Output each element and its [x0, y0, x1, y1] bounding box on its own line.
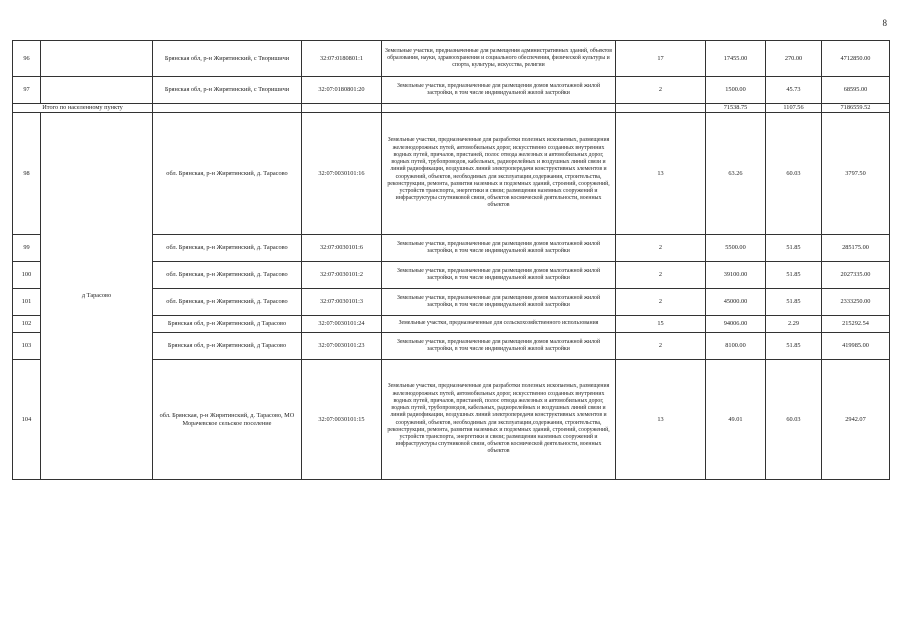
cadastral-number-cell: 32:07:0180801:20	[302, 77, 382, 104]
cadastral-number-cell: 32:07:0030101:23	[302, 333, 382, 360]
cadastral-value-cell: 4712850.00	[822, 41, 890, 77]
area-cell: 49.01	[706, 360, 766, 480]
land-use-cell: Земельные участки, предназначенные для разработки полезных ископаемых, размещения железнодорожных путей, автомобильных дорог, искусственно созданных внутренних водных путей, причалов, пристаней, полос отвода железных и автомобильных дорог, водных путей, трубопроводов, кабельных, радиорелейных и воздушных линий связи и линий радиофикации, воздушных линий электропередачи конструктивных элементов и сооружений, объектов, необходимых для эксплуатации,содержания, строительства, реконструкции, ремонта, развития наземных и подземных зданий, строений, сооружений, устройств транспорта, энергетики и связи; размещения наземных сооружений и инфраструктуры спутниковой связи, объектов космической деятельности, военных объектов	[382, 360, 616, 480]
row-number: 101	[13, 289, 41, 316]
land-use-cell: Земельные участки, предназначенные для разработки полезных ископаемых, размещения железнодорожных путей, автомобильных дорог, искусственно созданных внутренних водных путей, причалов, пристаней, полос отвода железных и автомобильных дорог, водных путей, трубопроводов, кабельных, радиорелейных и воздушных линий связи и линий радиофикации, воздушных линий электропередачи конструктивных элементов и сооружений, объектов, необходимых для эксплуатации,содержания, строительства, реконструкции, ремонта, развития наземных и подземных зданий, строений, сооружений, устройств транспорта, энергетики и связи; размещения наземных сооружений и инфраструктуры спутниковой связи, объектов космической деятельности, военных объектов	[382, 113, 616, 235]
row-number: 97	[13, 77, 41, 104]
cadastral-number-cell: 32:07:0030101:2	[302, 262, 382, 289]
empty-cell	[302, 104, 382, 113]
address-cell: обл. Брянская, р-н Жирятинский, д. Тарасово	[153, 289, 302, 316]
land-use-cell: Земельные участки, предназначенные для размещения домов малоэтажной жилой застройки, в том числе индивидуальной жилой застройки	[382, 77, 616, 104]
cadastral-value-cell: 3797.50	[822, 113, 890, 235]
address-cell: обл. Брянская, р-н Жирятинский, д. Тарасово	[153, 262, 302, 289]
address-cell: обл. Брянская, р-н Жирятинский, д. Тарасово	[153, 235, 302, 262]
group-cell: 2	[616, 262, 706, 289]
subtotal-specific: 1107.56	[766, 104, 822, 113]
group-cell: 2	[616, 77, 706, 104]
land-use-cell: Земельные участки, предназначенные для размещения административных зданий, объектов образования, науки, здравоохранения и социального обеспечения, физической культуры и спорта, культуры, искусства, религии	[382, 41, 616, 77]
cadastral-value-cell: 68595.00	[822, 77, 890, 104]
row-number: 104	[13, 360, 41, 480]
empty-cell	[41, 41, 153, 77]
area-cell: 17455.00	[706, 41, 766, 77]
address-cell: Брянская обл, р-н Жирятинский, с Творишичи	[153, 77, 302, 104]
specific-value-cell: 51.85	[766, 262, 822, 289]
land-use-cell: Земельные участки, предназначенные для размещения домов малоэтажной жилой застройки, в том числе индивидуальной жилой застройки	[382, 289, 616, 316]
row-number: 103	[13, 333, 41, 360]
subtotal-row	[13, 104, 890, 113]
empty-cell	[153, 104, 302, 113]
cadastral-value-table	[12, 40, 890, 480]
area-cell: 1500.00	[706, 77, 766, 104]
table-row	[13, 41, 890, 77]
row-number: 99	[13, 235, 41, 262]
area-cell: 45000.00	[706, 289, 766, 316]
land-use-cell: Земельные участки, предназначенные для размещения домов малоэтажной жилой застройки, в том числе индивидуальной жилой застройки	[382, 235, 616, 262]
group-cell: 2	[616, 235, 706, 262]
group-cell: 15	[616, 316, 706, 333]
specific-value-cell: 60.03	[766, 360, 822, 480]
specific-value-cell: 45.73	[766, 77, 822, 104]
cadastral-number-cell: 32:07:0030101:16	[302, 113, 382, 235]
area-cell: 39100.00	[706, 262, 766, 289]
specific-value-cell: 51.85	[766, 289, 822, 316]
subtotal-value: 7186559.52	[822, 104, 890, 113]
group-cell: 13	[616, 113, 706, 235]
group-cell: 17	[616, 41, 706, 77]
specific-value-cell: 51.85	[766, 235, 822, 262]
address-cell: Брянская обл, р-н Жирятинский, с Творишичи	[153, 41, 302, 77]
page-number: 8	[882, 18, 887, 28]
area-cell: 5500.00	[706, 235, 766, 262]
cadastral-value-cell: 419985.00	[822, 333, 890, 360]
cadastral-number-cell: 32:07:0030101:3	[302, 289, 382, 316]
cadastral-value-cell: 285175.00	[822, 235, 890, 262]
specific-value-cell: 60.03	[766, 113, 822, 235]
table-row	[13, 113, 890, 235]
group-cell: 13	[616, 360, 706, 480]
land-use-cell: Земельные участки, предназначенные для сельскохозяйственного использования	[382, 316, 616, 333]
empty-cell	[382, 104, 616, 113]
address-cell: обл. Брянская, р-н Жирятинский, д. Тарасово, МО Морачевское сельское поселение	[153, 360, 302, 480]
address-cell: Брянская обл, р-н Жирятинский, д Тарасово	[153, 316, 302, 333]
empty-cell	[41, 77, 153, 104]
cadastral-value-cell: 2333250.00	[822, 289, 890, 316]
cadastral-number-cell: 32:07:0180801:1	[302, 41, 382, 77]
row-number: 98	[13, 113, 41, 235]
empty-cell	[616, 104, 706, 113]
row-number: 100	[13, 262, 41, 289]
cadastral-value-cell: 215292.54	[822, 316, 890, 333]
table-row	[13, 77, 890, 104]
area-cell: 94006.00	[706, 316, 766, 333]
land-use-cell: Земельные участки, предназначенные для размещения домов малоэтажной жилой застройки, в том числе индивидуальной жилой застройки	[382, 262, 616, 289]
cadastral-number-cell: 32:07:0030101:6	[302, 235, 382, 262]
specific-value-cell: 2.29	[766, 316, 822, 333]
address-cell: Брянская обл, р-н Жирятинский, д Тарасово	[153, 333, 302, 360]
address-cell: обл. Брянская, р-н Жирятинский, д. Тарасово	[153, 113, 302, 235]
group-cell: 2	[616, 289, 706, 316]
cadastral-number-cell: 32:07:0030101:15	[302, 360, 382, 480]
area-cell: 8100.00	[706, 333, 766, 360]
row-number: 96	[13, 41, 41, 77]
subtotal-area: 71538.75	[706, 104, 766, 113]
group-cell: 2	[616, 333, 706, 360]
subtotal-label: Итого по населенному пункту	[13, 104, 153, 113]
cadastral-value-cell: 2027335.00	[822, 262, 890, 289]
specific-value-cell: 51.85	[766, 333, 822, 360]
specific-value-cell: 270.00	[766, 41, 822, 77]
cadastral-number-cell: 32:07:0030101:24	[302, 316, 382, 333]
land-use-cell: Земельные участки, предназначенные для размещения домов малоэтажной жилой застройки, в том числе индивидуальной жилой застройки	[382, 333, 616, 360]
cadastral-value-cell: 2942.07	[822, 360, 890, 480]
area-cell: 63.26	[706, 113, 766, 235]
locality-label: д Тарасово	[41, 113, 153, 480]
row-number: 102	[13, 316, 41, 333]
